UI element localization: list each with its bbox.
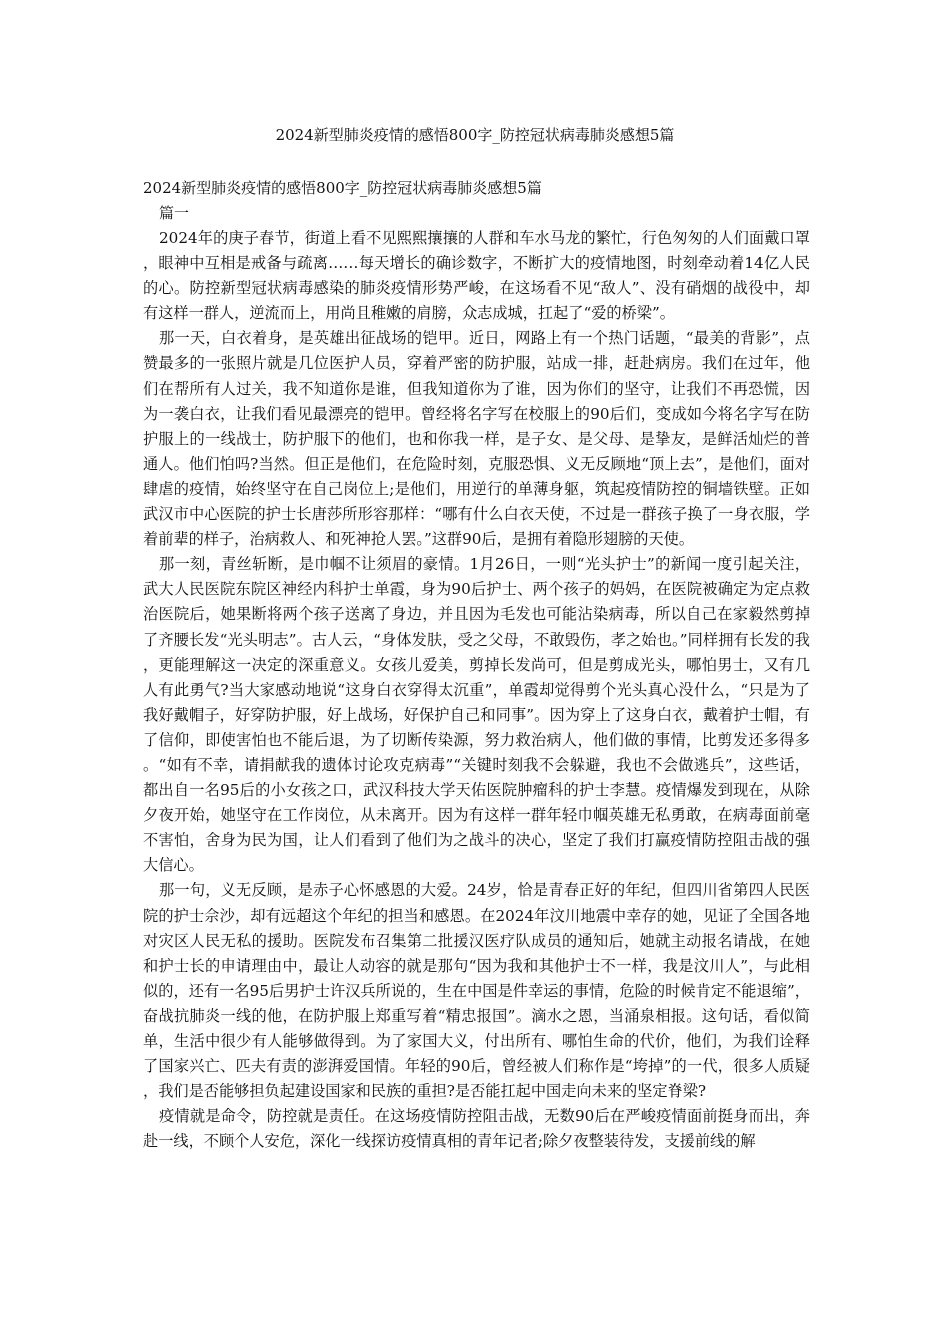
- document-subtitle: 2024新型肺炎疫情的感悟800字_防控冠状病毒肺炎感想5篇: [143, 179, 542, 197]
- document-title: 2024新型肺炎疫情的感悟800字_防控冠状病毒肺炎感想5篇: [275, 126, 675, 144]
- paragraph: 2024年的庚子春节，街道上看不见熙熙攘攘的人群和车水马龙的繁忙，行色匆匆的人们面戴口罩，眼神中互相是戒备与疏离……每天增长的确诊数字，不断扩大的疫情地图，时刻牵动着14亿人民的心。防控新型冠状病毒感染的肺炎疫情形势严峻，在这场看不见“敌人”、没有硝烟的战役中，却有这样一群人，逆流而上，用尚且稚嫩的肩膀，众志成城，扛起了“爱的桥梁”。: [143, 229, 810, 323]
- paragraph: 疫情就是命令，防控就是责任。在这场疫情防控阻击战，无数90后在严峻疫情面前挺身而出，奔赴一线，不顾个人安危，深化一线探访疫情真相的青年记者;除夕夜整装待发，支援前线的解: [143, 1107, 810, 1151]
- paragraph: 那一句，义无反顾，是赤子心怀感恩的大爱。24岁，恰是青春正好的年纪，但四川省第四人民医院的护士佘沙，却有远超这个年纪的担当和感恩。在2024年汶川地震中幸存的她，见证了全国各地对灾区人民无私的援助。医院发布召集第二批援汉医疗队成员的通知后，她就主动报名请战，在她和护士长的申请理由中，最让人动容的就是那句“因为我和其他护士不一样，我是汶川人”，与此相似的，还有一名95后男护士许汉兵所说的，生在中国是件幸运的事情，危险的时候肯定不能退缩”，奋战抗肺炎一线的他，在防护服上郑重写着“精忠报国”。滴水之恩，当涌泉相报。这句话，看似简单，生活中很少有人能够做得到。为了家国大义，付出所有、哪怕生命的代价，他们，为我们诠释了国家兴亡、匹夫有责的澎湃爱国情。年轻的90后，曾经被人们称作是“垮掉”的一代，很多人质疑，我们是否能够担负起建设国家和民族的重担?是否能扛起中国走向未来的坚定脊梁?: [143, 881, 810, 1101]
- document-body: [143, 176, 810, 1154]
- paragraph: 那一刻，青丝斩断，是巾帼不让须眉的豪情。1月26日，一则“光头护士”的新闻一度引起关注，武大人民医院东院区神经内科护士单霞，身为90后护士、两个孩子的妈妈，在医院被确定为定点救治医院后，她果断将两个孩子送离了身边，并且因为毛发也可能沾染病毒，所以自己在家毅然剪掉了齐腰长发“光头明志”。古人云，“身体发肤，受之父母，不敢毁伤，孝之始也。”同样拥有长发的我，更能理解这一决定的深重意义。女孩儿爱美，剪掉长发尚可，但是剪成光头，哪怕男士，又有几人有此勇气?当大家感动地说“这身白衣穿得太沉重”，单霞却觉得剪个光头真心没什么，“只是为了我好戴帽子，好穿防护服，好上战场，好保护自己和同事”。因为穿上了这身白衣，戴着护士帽，有了信仰，即使害怕也不能后退，为了切断传染源，努力救治病人，他们做的事情，比剪发还多得多。“如有不幸，请捐献我的遗体讨论攻克病毒”“关键时刻我不会躲避，我也不会做逃兵”，这些话，都出自一名95后的小女孩之口，武汉科技大学天佑医院肿瘤科的护士李慧。疫情爆发到现在，从除夕夜开始，她坚守在工作岗位，从未离开。因为有这样一群年轻巾帼英雄无私勇敢，在病毒面前毫不害怕，舍身为民为国，让人们看到了他们为之战斗的决心，坚定了我们打赢疫情防控阻击战的强大信心。: [143, 555, 810, 875]
- section-label: 篇一: [159, 204, 190, 222]
- paragraph: 那一天，白衣着身，是英雄出征战场的铠甲。近日，网路上有一个热门话题，“最美的背影”，点赞最多的一张照片就是几位医护人员，穿着严密的防护服，站成一排，赶赴病房。我们在过年，他们在帮所有人过关，我不知道你是谁，但我知道你为了谁，因为你们的坚守，让我们不再恐慌，因为一袭白衣，让我们看见最漂亮的铠甲。曾经将名字写在校服上的90后们，变成如今将名字写在防护服上的一线战士，防护服下的他们，也和你我一样，是子女、是父母、是挚友，是鲜活灿烂的普通人。他们怕吗?当然。但正是他们，在危险时刻，克服恐惧、义无反顾地“顶上去”，是他们，面对肆虐的疫情，始终坚守在自己岗位上;是他们，用逆行的单薄身躯，筑起疫情防控的铜墙铁壁。正如武汉市中心医院的护士长唐莎所形容那样：“哪有什么白衣天使，不过是一群孩子换了一身衣服，学着前辈的样子，治病救人、和死神抢人罢。”这群90后，是拥有着隐形翅膀的天使。: [143, 329, 810, 549]
